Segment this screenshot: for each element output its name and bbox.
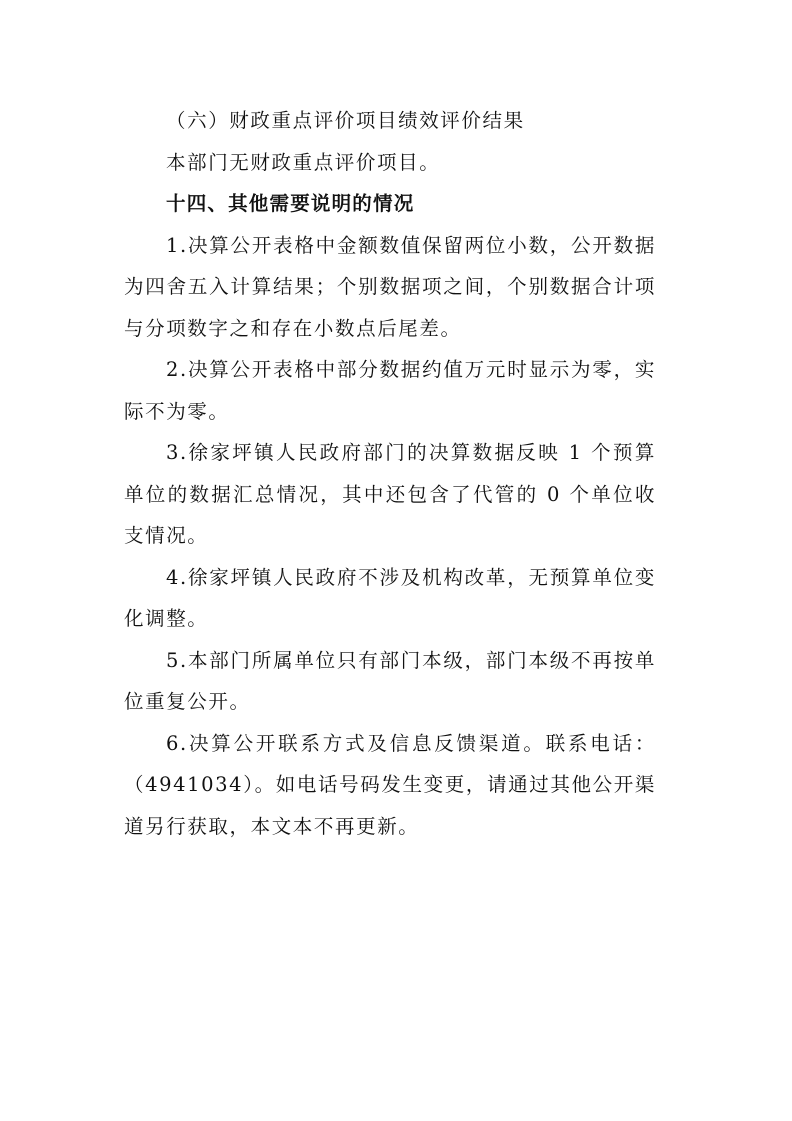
note-item-2: 2.决算公开表格中部分数据约值万元时显示为零，实际不为零。	[124, 358, 656, 423]
section-heading-other-notes: 十四、其他需要说明的情况	[166, 192, 415, 215]
note-item-5: 5.本部门所属单位只有部门本级，部门本级不再按单位重复公开。	[124, 648, 656, 713]
note-item-4: 4.徐家坪镇人民政府不涉及机构改革，无预算单位变化调整。	[124, 565, 656, 630]
note-item-3: 3.徐家坪镇人民政府部门的决算数据反映 1 个预算单位的数据汇总情况，其中还包含了代管的 0 个单位收支情况。	[124, 441, 656, 547]
document-body	[124, 100, 656, 847]
paragraph-no-key-projects: 本部门无财政重点评价项目。	[166, 150, 441, 174]
note-item-1: 1.决算公开表格中金额数值保留两位小数，公开数据为四舍五入计算结果；个别数据项之间，个别数据合计项与分项数字之和存在小数点后尾差。	[124, 233, 656, 340]
note-item-6: 6.决算公开联系方式及信息反馈渠道。联系电话：（4941034）。如电话号码发生变更，请通过其他公开渠道另行获取，本文本不再更新。	[124, 731, 656, 838]
section-subheading-performance-results: （六）财政重点评价项目绩效评价结果	[166, 109, 525, 132]
